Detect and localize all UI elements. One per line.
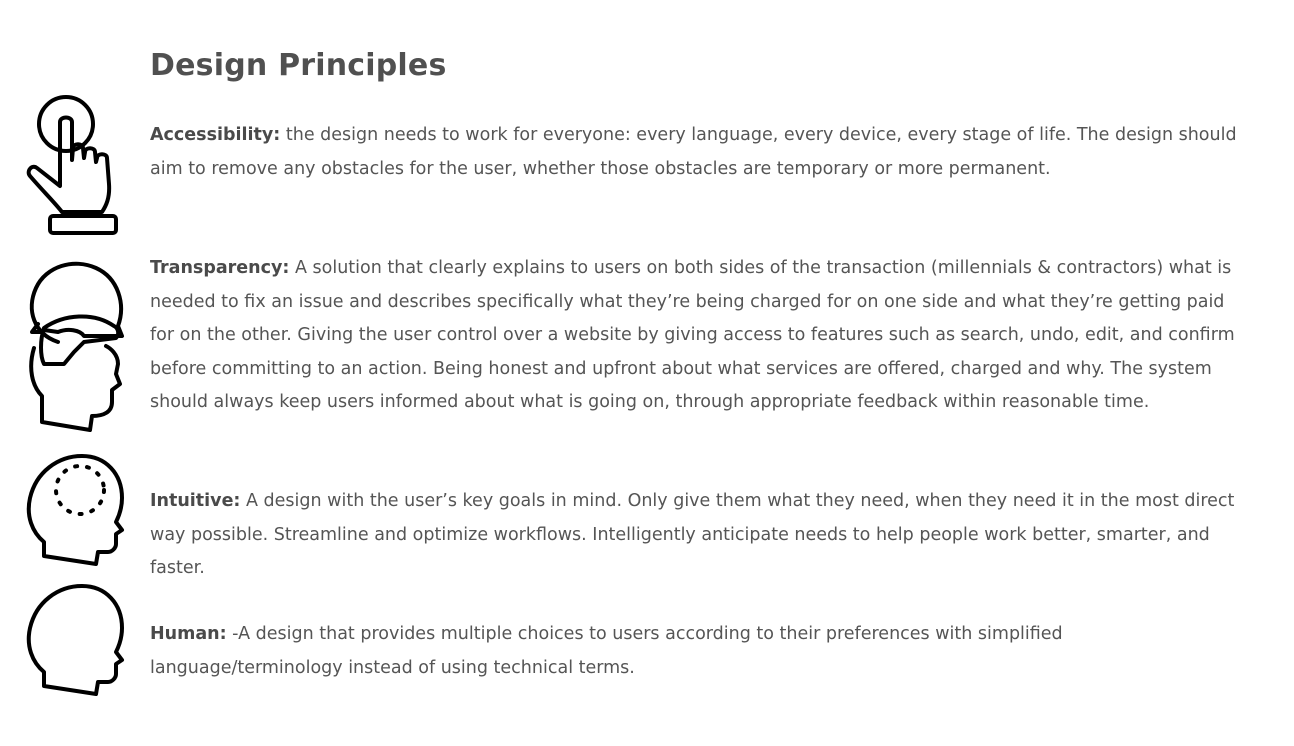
principle-term: Human: — [150, 624, 227, 644]
principle-description: A design with the user’s key goals in mind. Only give them what they need, when they need it in the most direct way possible. Streamline and optimize workflows. Intelligently anticipate needs to help people work better, smarter, and faster. — [150, 491, 1235, 578]
principle-term: Accessibility: — [150, 125, 281, 145]
principle-term: Transparency: — [150, 258, 290, 278]
principle-transparency — [150, 252, 1240, 420]
head-dotted-circle-icon — [24, 452, 128, 566]
open-head-icon — [24, 256, 128, 434]
head-outline-icon — [24, 584, 128, 700]
principle-description: the design needs to work for everyone: every language, every device, every stage of life. The design should aim to remove any obstacles for the user, whether those obstacles are temporary or more permanent. — [150, 125, 1237, 179]
principle-human — [150, 618, 1240, 685]
principle-term: Intuitive: — [150, 491, 241, 511]
principle-intuitive — [150, 485, 1240, 586]
hand-pointer-icon — [24, 92, 128, 240]
page-title: Design Principles — [150, 48, 447, 83]
principle-accessibility — [150, 119, 1240, 186]
principle-description: A solution that clearly explains to users on both sides of the transaction (millennials & contractors) what is needed to fix an issue and describes specifically what they’re being charged for on one side and what they’re getting paid for on the other. Giving the user control over a website by giving access to features such as search, undo, edit, and confirm before committing to an action. Being honest and upfront about what services are offered, charged and why. The system should always keep users informed about what is going on, through appropriate feedback within reasonable time. — [150, 258, 1235, 412]
principle-description: -A design that provides multiple choices to users according to their preferences with simplified language/terminology instead of using technical terms. — [150, 624, 1063, 678]
